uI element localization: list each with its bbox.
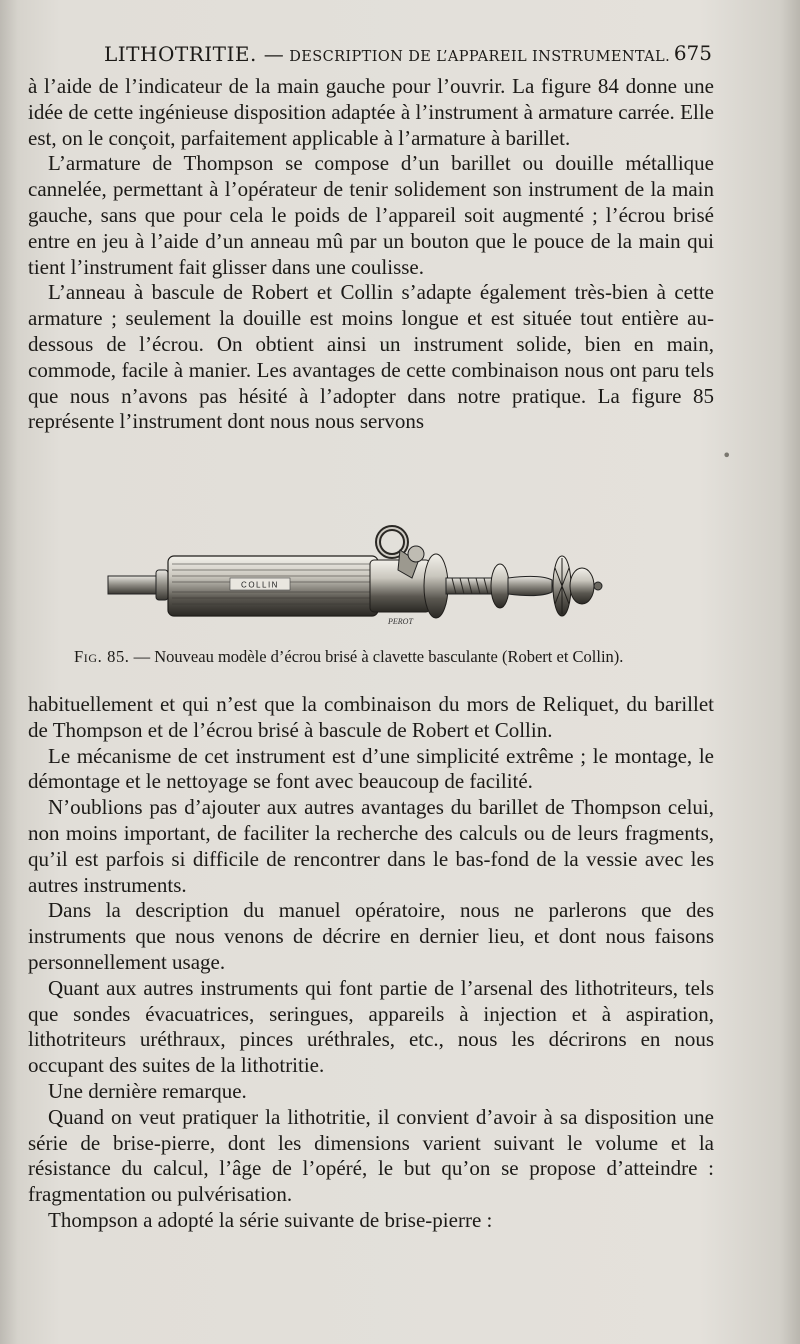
margin-mark: • [722,446,732,465]
text-block-bottom [28,692,714,1234]
paragraph: L’armature de Thompson se compose d’un barillet ou douille métallique cannelée, permettant à l’opérateur de tenir solidement son instrument de la main gauche, sans que pour cela le poids de l’appareil soit augmenté ; l’écrou brisé entre en jeu à l’aide d’un anneau mû par un bouton que le pouce de la main qui tient l’instrument fait glisser dans une coulisse. [28,151,714,279]
shaft-collar [156,570,168,600]
paragraph: Une dernière remarque. [48,1078,247,1103]
paragraph: Thompson a adopté la série suivante de brise-pierre : [48,1207,493,1232]
text-block-top [28,74,714,435]
running-title-main: LITHOTRITIE. — [104,42,285,66]
handle-neck [508,576,552,595]
rod-collar [491,564,509,608]
broken-nut [424,554,448,618]
caption-text: — Nouveau modèle d’écrou brisé à clavette basculante (Robert et Collin). [129,647,624,666]
running-title-sub: DESCRIPTION DE L’APPAREIL INSTRUMENTAL. [284,49,671,65]
paragraph: Le mécanisme de cet instrument est d’une simplicité extrême ; le montage, le démontage et le nettoyage se font avec beaucoup de facilité. [28,743,714,794]
paragraph: Quand on veut pratiquer la lithotritie, il convient d’avoir à sa disposition une série de brise-pierre, dont les dimensions varient suivant le volume et la résistance du calcul, l’âge de l’opéré, le but qu’on se propose d’atteindre : fragmentation ou pulvérisation. [28,1104,714,1207]
paragraph: Dans la description du manuel opératoire, nous ne parlerons que des instruments que nous venons de décrire en dernier lieu, et dont nous faisons personnellement usage. [28,898,714,974]
engraver-signature: PEROT [388,617,413,626]
caption-label: Fig. 85. [74,647,130,666]
paragraph: L’anneau à bascule de Robert et Collin s’adapte également très-bien à cette armature ; seulement la douille est moins longue et est située tout entière au-dessous de l’écrou. On obtient ainsi un instrument solide, bien en main, commode, facile à manier. Les avantages de cette combinaison nous ont paru tels que nous n’avons pas hésité à l’adopter dans notre pratique. La figure 85 représente l’instrument dont nous nous servons [28,280,714,434]
figure-caption [74,647,694,667]
running-title [104,42,670,66]
end-knob [570,568,594,604]
end-button [594,582,602,590]
paragraph: à l’aide de l’indicateur de la main gauche pour l’ouvrir. La figure 84 donne une idée de cette ingénieuse disposition adaptée à l’instrument à armature carrée. Elle est, on le conçoit, parfaitement applicable à l’armature à barillet. [28,74,714,150]
pivot-knob [408,546,424,562]
paragraph: Quant aux autres instruments qui font partie de l’arsenal des lithotriteurs, tels que sondes évacuatrices, seringues, appareils à injection et à aspiration, lithotriteurs uréthraux, pinces uréthrales, etc., nous les décrirons en nous occupant des suites de la lithotritie. [28,975,714,1078]
page-number: 675 [673,41,712,65]
running-header [104,36,714,66]
paragraph: habituellement et qui n’est que la combinaison du mors de Reliquet, du barillet de Thompson et de l’écrou brisé à bascule de Robert et Collin. [28,692,714,742]
lithotrite-drawing [100,520,640,640]
figure-85-illustration [100,520,640,640]
paragraph: N’oublions pas d’ajouter aux autres avantages du barillet de Thompson celui, non moins important, de faciliter la recherche des calculs ou de leurs fragments, qu’il est parfois si difficile de rencontrer dans le bas-fond de la vessie avec les autres instruments. [28,795,714,897]
engraving-label: COLLIN [241,580,279,590]
